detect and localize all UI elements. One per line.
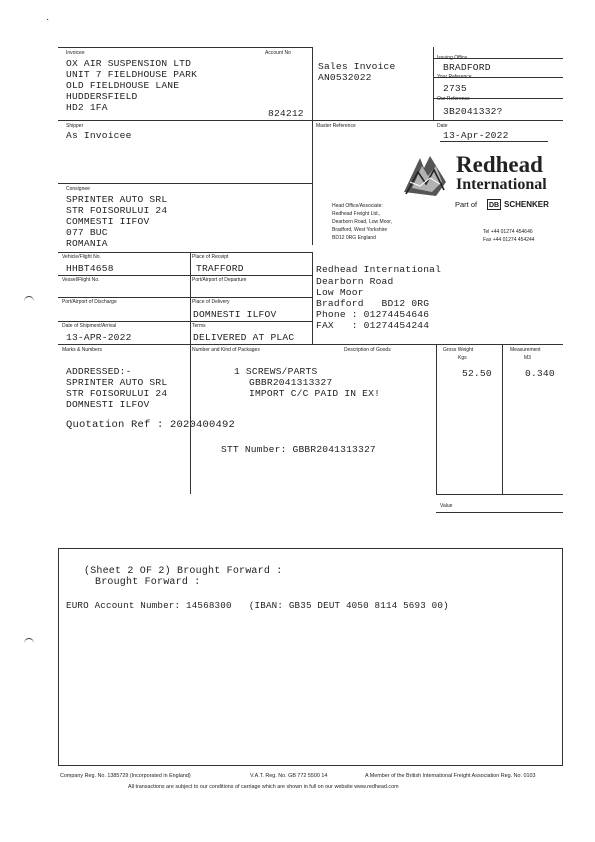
- marks-line-2: SPRINTER AUTO SRL: [66, 377, 168, 388]
- consignee-line-5: ROMANIA: [66, 238, 108, 249]
- our-reference: 3B2041332?: [443, 106, 503, 117]
- consignee-label: Consignee: [66, 186, 90, 192]
- rule-goods-measure: [502, 344, 503, 494]
- packages-label: Number and Kind of Packages: [192, 347, 260, 353]
- measurement-unit: M3: [524, 355, 531, 361]
- rule-invoicee-bottom: [58, 120, 563, 121]
- invoice-date: 13-Apr-2022: [443, 130, 509, 141]
- account-label: Account No: [265, 50, 291, 56]
- invoice-title: Sales Invoice: [318, 61, 396, 72]
- date-underline: [440, 141, 548, 142]
- consignee-line-3: COMMESTI IIFOV: [66, 216, 150, 227]
- goods-line-1: 1 SCREWS/PARTS: [234, 366, 318, 377]
- issuing-office: BRADFORD: [443, 62, 491, 73]
- head-office-line-1: Redhead Freight Ltd.,: [332, 211, 381, 217]
- gross-weight-unit: Kgs: [458, 355, 467, 361]
- rule-grid-bottom: [58, 344, 563, 345]
- goods-line-2: GBBR2041313327: [249, 377, 333, 388]
- date-label: Date: [437, 123, 448, 129]
- consignee-line-1: SPRINTER AUTO SRL: [66, 194, 168, 205]
- place-of-receipt-label: Place of Receipt: [192, 254, 229, 260]
- invoicee-line-3: OLD FIELDHOUSE LANE: [66, 80, 180, 91]
- agent-phone: Phone : 01274454646: [316, 309, 430, 320]
- rule-goods-total: [436, 494, 563, 495]
- date-of-shipment-label: Date of Shipment/Arrival: [62, 323, 117, 329]
- port-of-departure-label: Port/Airport of Departure: [192, 277, 247, 283]
- punch-mark-icon: [24, 638, 34, 649]
- shipper-value: As Invoicee: [66, 130, 132, 141]
- our-reference-label: Our Reference: [437, 96, 470, 102]
- company-fax: Fax +44 01274 454244: [483, 237, 535, 243]
- date-of-shipment-value: 13-APR-2022: [66, 332, 132, 343]
- your-reference-label: Your Reference: [437, 74, 472, 80]
- agent-line-2: Dearborn Road: [316, 276, 394, 287]
- measurement-value: 0.340: [525, 368, 555, 379]
- head-office-line-4: BD12 0RG England: [332, 235, 376, 241]
- footer-terms: All transactions are subject to our conditions of carriage which are shown in full on our website www.redhead.com: [128, 784, 399, 790]
- continuation-line-2: Brought Forward :: [95, 577, 201, 588]
- part-of-text: Part of: [455, 200, 478, 209]
- gross-weight-label: Gross Weight: [443, 347, 474, 353]
- head-office-line-3: Bradford, West Yorkshire: [332, 227, 388, 233]
- rule-goods-weight: [436, 344, 437, 494]
- master-reference-label: Master Reference: [316, 123, 356, 129]
- vehicle-value: HHBT4658: [66, 263, 114, 274]
- invoice-number: AN0532022: [318, 72, 372, 83]
- agent-line-4: Bradford BD12 0RG: [316, 298, 430, 309]
- invoicee-line-2: UNIT 7 FIELDHOUSE PARK: [66, 69, 198, 80]
- company-tel: Tel +44 01274 454646: [483, 229, 533, 235]
- consignee-line-2: STR FOISORULUI 24: [66, 205, 168, 216]
- measurement-label: Measurement: [510, 347, 541, 353]
- account-number: 824212: [268, 108, 304, 119]
- consignee-line-4: 077 BUC: [66, 227, 108, 238]
- footer-member: A Member of the British International Freight Association Reg. No. 0103: [365, 773, 536, 779]
- rule-grid-2: [58, 297, 312, 298]
- head-office-label: Head Office/Associate:: [332, 203, 383, 209]
- stt-number: STT Number: GBBR2041313327: [221, 444, 376, 455]
- invoicee-label: Invoicee: [66, 50, 85, 56]
- quotation-ref: Quotation Ref : 2020400492: [66, 419, 236, 431]
- value-label: Value: [440, 503, 453, 509]
- redhead-logo-icon: [400, 152, 452, 200]
- shipper-label: Shipper: [66, 123, 84, 129]
- company-name-line2: International: [456, 176, 547, 193]
- issuing-office-label: Issuing Office: [437, 55, 468, 61]
- marks-label: Marks & Numbers: [62, 347, 103, 353]
- agent-line-3: Low Moor: [316, 287, 364, 298]
- punch-mark-icon: [24, 296, 34, 307]
- vehicle-label: Vehicle/Flight No.: [62, 254, 101, 260]
- rule-top-left: [58, 47, 312, 48]
- agent-line-1: Redhead International: [316, 264, 442, 275]
- vessel-label: Vessel/Flight No.: [62, 277, 100, 283]
- description-label: Description of Goods: [344, 347, 391, 353]
- invoicee-line-4: HUDDERSFIELD: [66, 91, 138, 102]
- gross-weight-value: 52.50: [462, 368, 492, 379]
- place-of-receipt-value: TRAFFORD: [196, 263, 244, 274]
- terms-value: DELIVERED AT PLAC: [193, 332, 295, 343]
- db-badge: DB: [487, 199, 501, 210]
- footer-vat-reg: V.A.T. Reg. No. GB 772 5500 14: [250, 773, 328, 779]
- rule-grid-top: [58, 252, 312, 253]
- invoicee-line-1: OX AIR SUSPENSION LTD: [66, 58, 192, 69]
- rule-center-vertical: [312, 47, 313, 245]
- corner-mark: ·: [46, 14, 50, 25]
- schenker-text: SCHENKER: [504, 200, 549, 209]
- your-reference: 2735: [443, 83, 467, 94]
- company-name-line1: Redhead: [456, 152, 543, 177]
- goods-line-3: IMPORT C/C PAID IN EX!: [249, 388, 381, 399]
- place-of-delivery-label: Place of Delivery: [192, 299, 230, 305]
- rule-shipper-bottom: [58, 183, 312, 184]
- rule-grid-1: [58, 275, 312, 276]
- footer-company-reg: Company Reg. No. 1385729 (Incorporated in England): [60, 773, 191, 779]
- marks-line-3: STR FOISORULUI 24: [66, 388, 168, 399]
- rule-value: [436, 512, 563, 513]
- marks-line-4: DOMNESTI ILFOV: [66, 399, 150, 410]
- place-of-delivery-value: DOMNESTI ILFOV: [193, 309, 277, 320]
- head-office-line-2: Dearborn Road, Low Moor,: [332, 219, 393, 225]
- euro-account: EURO Account Number: 14568300 (IBAN: GB35 DEUT 4050 8114 5693 00): [66, 600, 449, 611]
- rule-grid-right: [312, 252, 313, 344]
- rule-grid-mid: [190, 252, 191, 344]
- marks-line-1: ADDRESSED:-: [66, 366, 132, 377]
- port-of-discharge-label: Port/Airport of Discharge: [62, 299, 117, 305]
- continuation-line-1: (Sheet 2 OF 2) Brought Forward :: [84, 566, 283, 577]
- rule-grid-3: [58, 321, 312, 322]
- agent-fax: FAX : 01274454244: [316, 320, 430, 331]
- invoicee-line-5: HD2 1FA: [66, 102, 108, 113]
- terms-label: Terms: [192, 323, 206, 329]
